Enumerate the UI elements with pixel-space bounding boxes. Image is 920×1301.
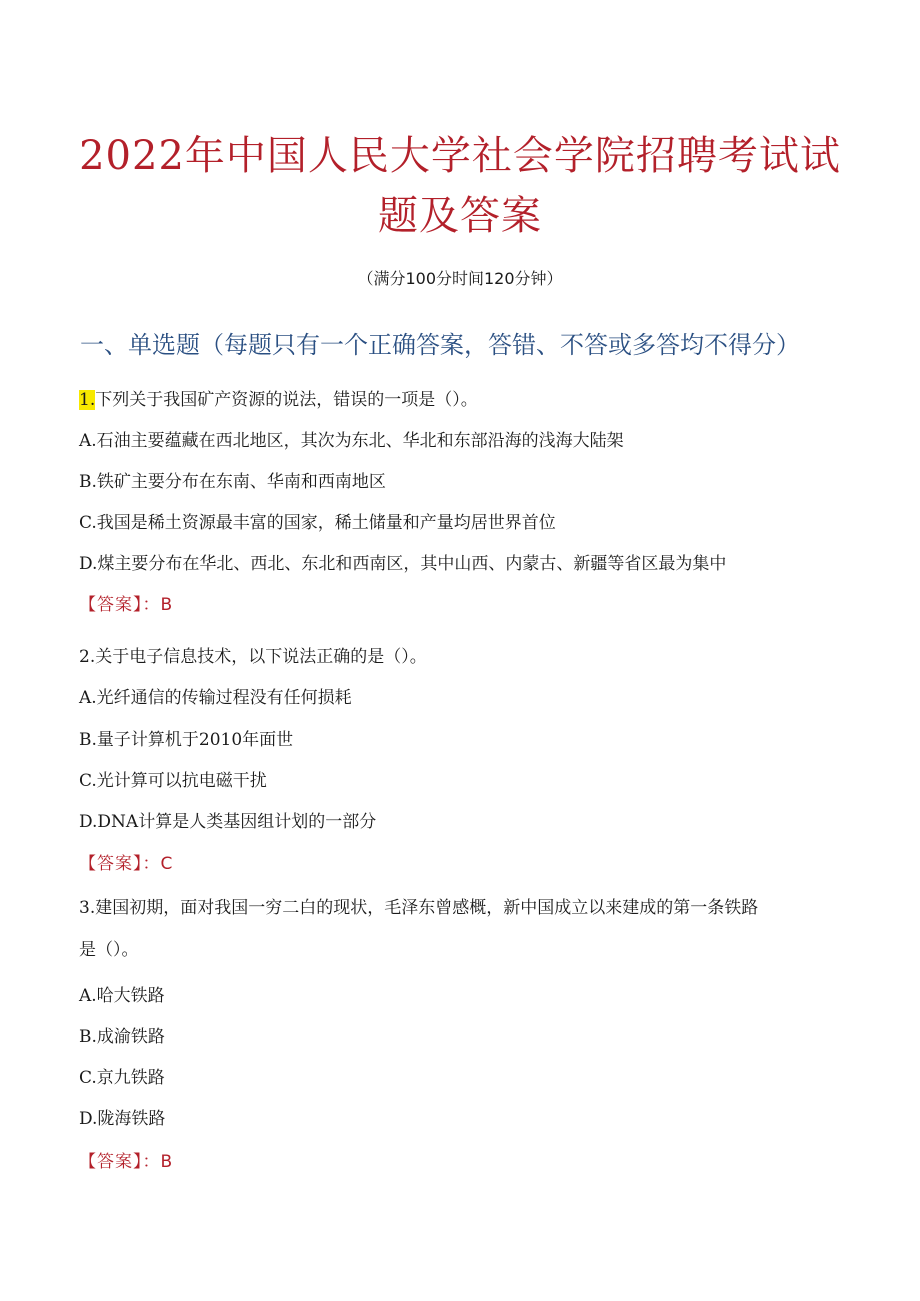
question-2-stem xyxy=(79,645,859,669)
question-2-option-c: C.光计算可以抗电磁干扰 xyxy=(79,771,267,791)
question-1-number: 1. xyxy=(79,390,96,410)
question-3-option-a: A.哈大铁路 xyxy=(79,986,165,1006)
question-2-text: 关于电子信息技术，以下说法正确的是（）。 xyxy=(95,647,427,667)
question-2-option-b: B.量子计算机于2010年面世 xyxy=(79,730,294,750)
question-2-option-a: A.光纤通信的传输过程没有任何损耗 xyxy=(79,688,352,708)
question-3-text-line2: 是（）。 xyxy=(79,940,139,960)
document-title-line1: 2022年中国人民大学社会学院招聘考试试 xyxy=(79,133,841,179)
document-title-line2: 题及答案 xyxy=(378,193,542,239)
question-3-number: 3. xyxy=(79,898,96,918)
question-2-number: 2. xyxy=(79,647,96,667)
question-3-option-c: C.京九铁路 xyxy=(79,1068,165,1088)
question-1-option-a: A.石油主要蕴藏在西北地区，其次为东北、华北和东部沿海的浅海大陆架 xyxy=(79,431,624,451)
question-1-stem xyxy=(79,388,859,412)
question-1-option-d: D.煤主要分布在华北、西北、东北和西南区，其中山西、内蒙古、新疆等省区最为集中 xyxy=(79,554,727,574)
question-3-option-b: B.成渝铁路 xyxy=(79,1027,165,1047)
question-3-answer: 【答案】：B xyxy=(79,1152,174,1172)
question-1-option-b: B.铁矿主要分布在东南、华南和西南地区 xyxy=(79,472,386,492)
question-2-option-d: D.DNA计算是人类基因组计划的一部分 xyxy=(79,812,377,832)
question-3-option-d: D.陇海铁路 xyxy=(79,1109,166,1129)
question-2-answer: 【答案】：C xyxy=(79,854,174,874)
question-1-option-c: C.我国是稀土资源最丰富的国家，稀土储量和产量均居世界首位 xyxy=(79,513,556,533)
question-1-text: 下列关于我国矿产资源的说法，错误的一项是（）。 xyxy=(95,390,478,410)
question-1-answer: 【答案】：B xyxy=(79,595,174,615)
section-heading: 一、单选题（每题只有一个正确答案，答错、不答或多答均不得分） xyxy=(80,331,800,359)
exam-duration-note: （满分100分时间120分钟） xyxy=(357,269,563,288)
question-3-stem xyxy=(79,896,859,920)
question-3-text-line1: 建国初期，面对我国一穷二白的现状，毛泽东曾感概，新中国成立以来建成的第一条铁路 xyxy=(95,898,759,918)
